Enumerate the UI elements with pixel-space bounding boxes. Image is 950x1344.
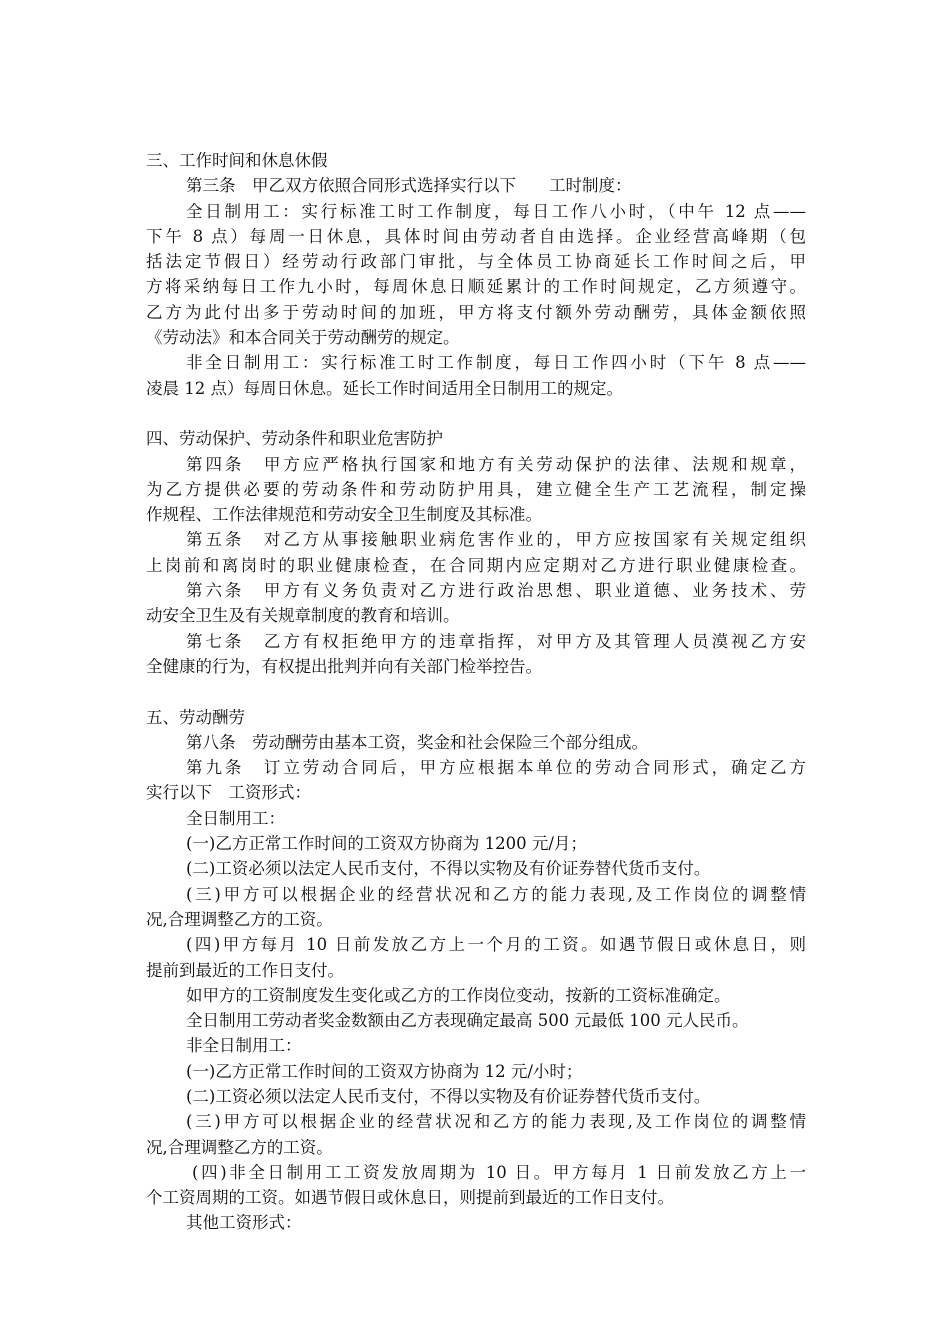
paragraph-line: 全日制用工劳动者奖金数额由乙方表现确定最高 500 元最低 100 元人民币。 xyxy=(186,1011,749,1031)
article-8-line: 第八条 劳动酬劳由基本工资，奖金和社会保险三个部分组成。 xyxy=(186,732,648,752)
paragraph-line: 动安全卫生及有关规章制度的教育和培训。 xyxy=(146,606,460,626)
section-heading-remuneration: 五、劳动酬劳 xyxy=(146,707,245,727)
article-5-line: 第五条 对乙方从事接触职业病危害作业的，甲方应按国家有关规定组织 xyxy=(186,530,806,550)
subheading-other-wage-forms: 其他工资形式： xyxy=(186,1213,302,1233)
subheading-full-time: 全日制用工： xyxy=(186,808,285,828)
paragraph-line: 作规程、工作法律规范和劳动安全卫生制度及其标准。 xyxy=(146,505,542,525)
list-item: (三)甲方可以根据企业的经营状况和乙方的能力表现,及工作岗位的调整情 xyxy=(186,1112,806,1132)
paragraph-line: 提前到最近的工作日支付。 xyxy=(146,960,344,980)
section-heading-work-hours: 三、工作时间和休息休假 xyxy=(146,151,328,170)
article-7-line: 第七条 乙方有权拒绝甲方的违章指挥，对甲方及其管理人员漠视乙方安 xyxy=(186,631,806,651)
list-item: (二)工资必须以法定人民币支付，不得以实物及有价证券替代货币支付。 xyxy=(186,859,711,879)
paragraph-line: 括法定节假日）经劳动行政部门审批，与全体员工协商延长工作时间之后，甲 xyxy=(146,252,806,272)
paragraph-line: 况,合理调整乙方的工资。 xyxy=(146,1137,333,1157)
paragraph-line: 全健康的行为，有权提出批判并向有关部门检举控告。 xyxy=(146,656,542,676)
paragraph-line: 上岗前和离岗时的职业健康检查，在合同期内应定期对乙方进行职业健康检查。 xyxy=(146,555,806,575)
subheading-part-time: 非全日制用工： xyxy=(186,1036,302,1056)
list-item: (二)工资必须以法定人民币支付，不得以实物及有价证券替代货币支付。 xyxy=(186,1086,711,1106)
list-item: (三)甲方可以根据企业的经营状况和乙方的能力表现,及工作岗位的调整情 xyxy=(186,884,806,904)
paragraph-line: 如甲方的工资制度发生变化或乙方的工作岗位变动，按新的工资标准确定。 xyxy=(186,985,731,1005)
paragraph-line: 《劳动法》和本合同关于劳动酬劳的规定。 xyxy=(146,328,460,348)
list-item: (四)非全日制用工工资发放周期为 10 日。甲方每月 1 日前发放乙方上一 xyxy=(192,1162,806,1182)
paragraph-line: 实行以下 工资形式： xyxy=(146,783,311,803)
list-item: (一)乙方正常工作时间的工资双方协商为 12 元/小时； xyxy=(186,1061,583,1081)
article-6-line: 第六条 甲方有义务负责对乙方进行政治思想、职业道德、业务技术、劳 xyxy=(186,581,806,601)
paragraph-line: 为乙方提供必要的劳动条件和劳动防护用具，建立健全生产工艺流程，制定操 xyxy=(146,479,806,499)
article-9-line: 第九条 订立劳动合同后，甲方应根据本单位的劳动合同形式，确定乙方 xyxy=(186,758,806,778)
section-heading-labor-protection: 四、劳动保护、劳动条件和职业危害防护 xyxy=(146,429,443,449)
paragraph-line: 凌晨 12 点）每周日休息。延长工作时间适用全日制用工的规定。 xyxy=(146,378,623,398)
article-3-line: 第三条 甲乙双方依照合同形式选择实行以下 工时制度： xyxy=(186,176,632,196)
paragraph-line: 个工资周期的工资。如遇节假日或休息日，则提前到最近的工作日支付。 xyxy=(146,1188,674,1208)
section-gap xyxy=(146,401,806,426)
section-gap xyxy=(146,679,806,704)
paragraph-line: 非全日制用工：实行标准工时工作制度，每日工作四小时（下午 8 点—— xyxy=(186,353,806,373)
paragraph-line: 乙方为此付出多于劳动时间的加班，甲方将支付额外劳动酬劳，具体金额依照 xyxy=(146,302,806,322)
document-body xyxy=(146,148,806,1236)
paragraph-line: 下午 8 点）每周一日休息，具体时间由劳动者自由选择。企业经营高峰期（包 xyxy=(146,226,806,246)
list-item: (一)乙方正常工作时间的工资双方协商为 1200 元/月； xyxy=(186,834,587,854)
list-item: (四)甲方每月 10 日前发放乙方上一个月的工资。如遇节假日或休息日，则 xyxy=(186,935,806,955)
paragraph-line: 况,合理调整乙方的工资。 xyxy=(146,909,333,929)
article-4-line: 第四条 甲方应严格执行国家和地方有关劳动保护的法律、法规和规章， xyxy=(186,454,806,474)
paragraph-line: 全日制用工：实行标准工时工作制度，每日工作八小时，（中午 12 点—— xyxy=(186,201,806,221)
paragraph-line: 方将采纳每日工作九小时，每周休息日顺延累计的工作时间规定，乙方须遵守。 xyxy=(146,277,806,297)
